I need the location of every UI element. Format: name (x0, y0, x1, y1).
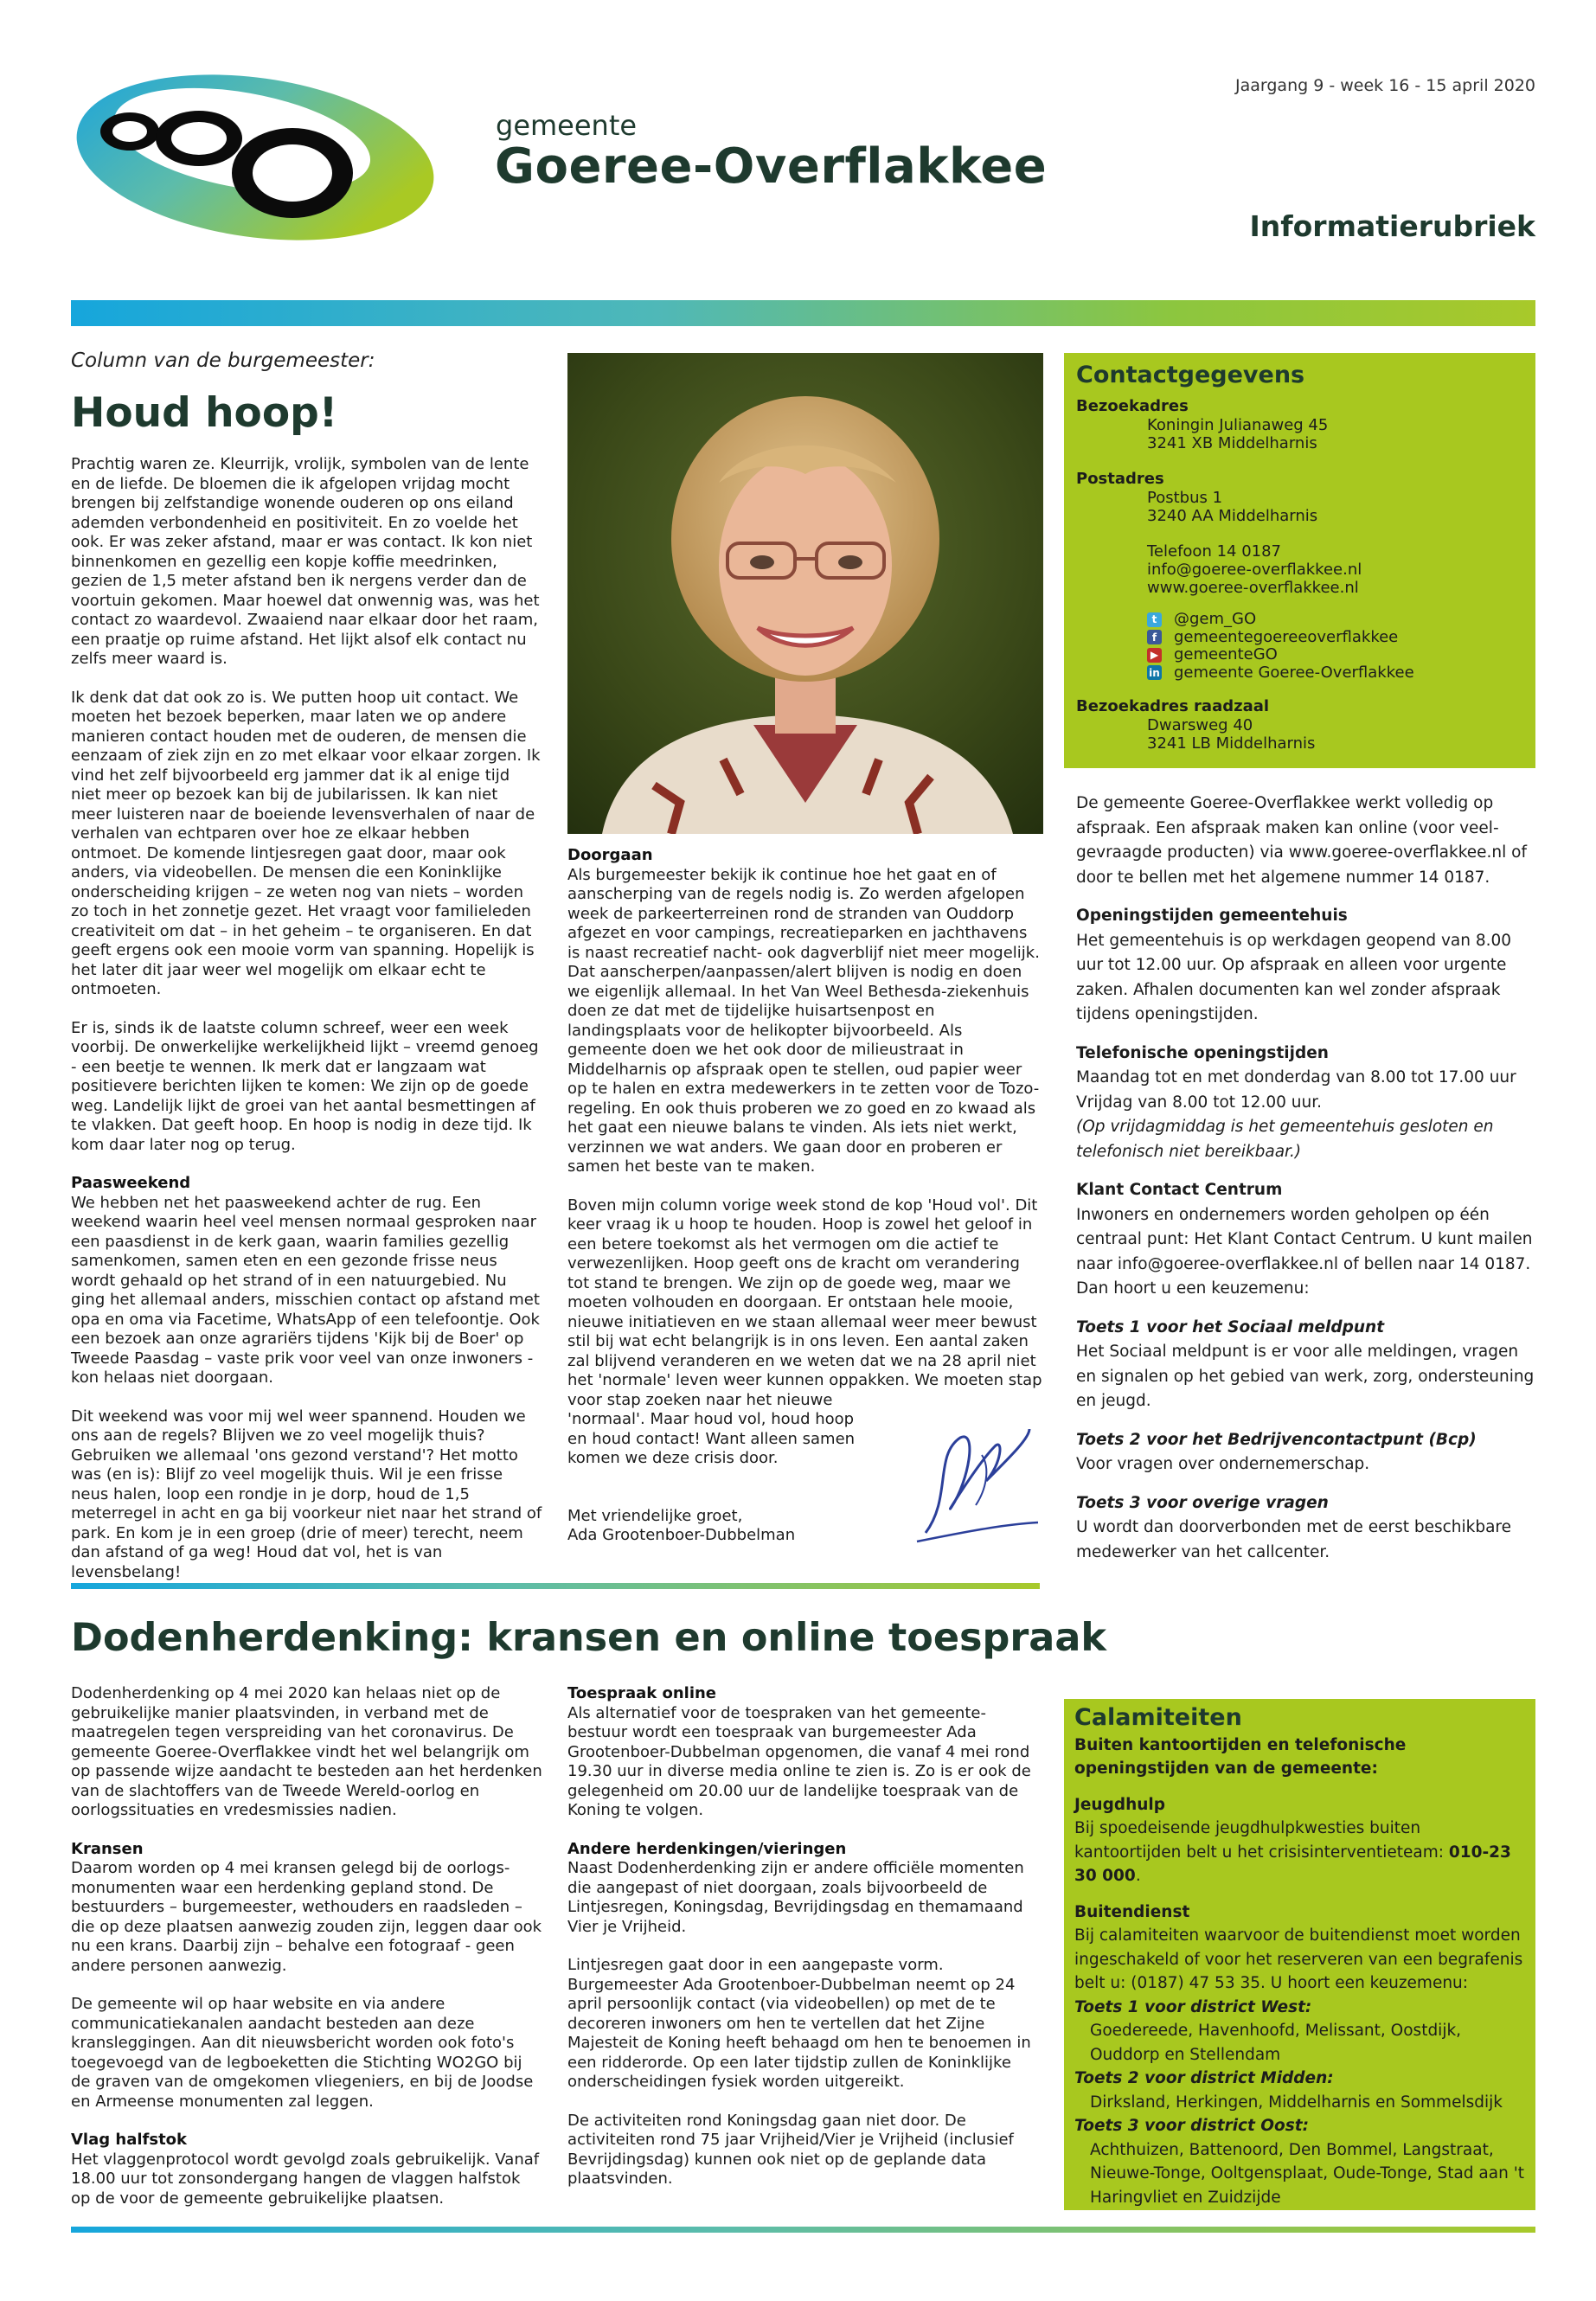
section-title: Informatierubriek (1249, 209, 1535, 243)
option-3-heading: Toets 3 voor overige vragen (1076, 1493, 1329, 1512)
twitter-icon: t (1147, 612, 1162, 627)
twitter-link[interactable] (1076, 611, 1523, 629)
district-oost-places: Achthuizen, Battenoord, Den Bommel, Langstraat, Nieuwe-Tonge, Ooltgensplaat, Oude-Tonge, Stad aan 't Haringvliet en Zuidzijde (1090, 2140, 1525, 2207)
org-small: gemeente (496, 109, 638, 142)
facebook-icon: f (1147, 630, 1162, 644)
council-address-line: Dwarsweg 40 (1147, 716, 1253, 734)
column-paragraph: voor stap zoeken naar het nieuwe 'normaal'. Maar houd vol, houd hoop en houd contact! Want alleen samen komen we deze crisis door. (567, 1390, 856, 1467)
youth-care-text: Bij spoedeisende jeugdhulpkwesties buiten kantoortijden belt u het crisisinterventieteam: 010-23 30 000. (1074, 1819, 1511, 1885)
emergency-subtitle: Buiten kantoortijden en telefonische openingstijden van de gemeente: (1074, 1735, 1407, 1778)
org-name: Goeree-Overflakkee (495, 138, 1048, 195)
website-link[interactable]: www.goeree-overflakkee.nl (1147, 579, 1359, 597)
option-1-heading: Toets 1 voor het Sociaal meldpunt (1076, 1317, 1385, 1336)
subheading-online: Toespraak online (567, 1684, 717, 1702)
info-text (1076, 792, 1535, 1565)
article-right-text (567, 1684, 1043, 2189)
article-paragraph: Dodenherdenking op 4 mei 2020 kan helaas niet op de gebruikelijke manier plaatsvinden, in verband met de maatregelen tegen verspreiding van het coronavirus. De gemeente Goeree-Overflakkee vindt het wel belangrijk om op passende wijze aandacht te besteden aan het herdenken van de slachtoffers van de Tweede Wereld-oorlog en oorlogssituaties en vredesmissies nadien. (71, 1684, 542, 1819)
phone: Telefoon 14 0187 (1147, 542, 1282, 561)
column-paragraph: Dit weekend was voor mij wel weer spannend. Houden we ons aan de regels? Blijven we zo veel mogelijk thuis? Gebruiken we allemaal 'ons gezond verstand'? Het motto was (en is): Blijf zo veel mogelijk thuis. Wil je een frisse neus halen, loop een rondje in je dorp, houd de 1,5 meterregel in acht en ga bij voorkeur niet naar het strand of park. En kom je in een groep (drie of meer) terecht, neem dan afstand of ga weg! Houd dat vol, het is van levensbelang! (71, 1407, 542, 1581)
option-3-text: U wordt dan doorverbonden met de eerst beschikbare medewerker van het callcenter. (1076, 1518, 1512, 1561)
article-paragraph: Lintjesregen gaat door in een aangepaste vorm. Burgemeester Ada Grootenboer-Dubbelman neemt op 24 april persoonlijk contact (via videobellen) op met de te decoreren inwoners om hen te vertellen dat het Zijne Majesteit de Koning heeft behaagd om hen te benoemen in een ridderorde. Op een later tijdstip zullen de Koninklijke onderscheidingen fysiek worden uitgereikt. (567, 1956, 1031, 2091)
phone-hours-text: Maandag tot en met donderdag van 8.00 tot 17.00 uur Vrijdag van 8.00 tot 12.00 uur. (1076, 1068, 1516, 1112)
emergency-box (1064, 1699, 1535, 2210)
postal-address-line: 3240 AA Middelharnis (1147, 507, 1318, 525)
postal-address-label: Postadres (1076, 470, 1164, 488)
column-left-text (71, 455, 542, 1582)
option-2-text: Voor vragen over ondernemerschap. (1076, 1455, 1370, 1473)
district-west-places: Goedereede, Havenhoofd, Melissant, Oostdijk, Ouddorp en Stellendam (1090, 2022, 1462, 2064)
youth-care-number[interactable]: 010-23 30 000 (1074, 1843, 1511, 1885)
municipality-logo (69, 71, 450, 253)
signature-icon (900, 1403, 1047, 1554)
article-title: Dodenherdenking: kransen en online toespraak (71, 1616, 1106, 1660)
subheading-kransen: Kransen (71, 1839, 144, 1858)
column-paragraph: Als burgemeester bekijk ik continue hoe het gaat en of aanscherping van de regels nodig is. Zo werden afgelopen week de parkeerterreinen rond de stranden van Ouddorp afgezet en voor campings, recreatieparken en jachthavens is naast recreatief nacht- ook dagverblijf niet meer mogelijk. Dat aanscherpen/aanpassen/alert blijven is nodig en doen we eigenlijk allemaal. In het Van Weel Bethesda-ziekenhuis doen ze dat met de tijdelijke huisartsenpost en landingsplaats voor de helikopter bijvoorbeeld. Als gemeente doen we het ook door de milieustraat in Middelharnis op afspraak open te stellen, oud papier weer op te halen en extra medewerkers in te zetten voor de Tozo-regeling. En ook thuis proberen we zo goed en zo kwaad als het gaat een nieuwe balans te vinden. Als iets niet werkt, verzinnen we wat anders. We gaan door en proberen er samen het beste van te maken. (567, 865, 1040, 1176)
column-paragraph: Ik denk dat dat ook zo is. We putten hoop uit contact. We moeten het bezoek beperken, maar laten we op andere manieren contact houden met de ouderen, de mensen die eenzaam of ziek zijn en zo met elkaar voor elkaar zorgen. Ik vind het zelf bijvoorbeeld erg jammer dat ik al enige tijd niet meer op bezoek kan bij de jubilarissen. Ik kan niet meer luisteren naar de boeiende levensverhalen of naar de verhalen van echtparen over hoe ze elkaar hebben ontmoet. De komende lintjesregen gaat door, maar ook anders, via videobellen. De mensen die een Koninklijke onderscheiding krijgen – ze weten nog van niets – worden zo toch in het zonnetje gezet. Het vraagt voor familieleden creativiteit om dat – in het geheim – te organiseren. En dat geeft ergens ook een mooie vorm van spanning. Hopelijk is het later dit jaar weer wel mogelijk om elkaar echt te ontmoeten. (71, 688, 541, 998)
youth-care-heading: Jeugdhulp (1074, 1795, 1166, 1814)
kcc-text: Inwoners en ondernemers worden geholpen op één centraal punt: Het Klant Contact Centrum. U kunt mailen naar info@goeree-overflakkee.nl of bellen naar 14 0187. Dan hoort u een keuzemenu: (1076, 1205, 1533, 1298)
postal-address-line: Postbus 1 (1147, 489, 1223, 507)
column-title: Houd hoop! (71, 389, 338, 437)
closing-greeting: Met vriendelijke groet, (567, 1506, 743, 1525)
option-2-heading: Toets 2 voor het Bedrijvencontactpunt (Bcp) (1076, 1430, 1477, 1449)
article-paragraph: Naast Dodenherdenking zijn er andere officiële momenten die aangepast of niet doorgaan, zoals bijvoorbeeld de Lintjesregen, Koningsdag, Bevrijdingsdag en themamaand Vier je Vrijheid. (567, 1859, 1024, 1936)
subheading-paasweekend: Paasweekend (71, 1174, 191, 1192)
subheading-andere: Andere herdenkingen/vieringen (567, 1839, 847, 1858)
linkedin-handle: gemeente Goeree-Overflakkee (1174, 663, 1414, 682)
section-divider (71, 1583, 1040, 1589)
council-address-line: 3241 LB Middelharnis (1147, 734, 1316, 753)
column-paragraph: Boven mijn column vorige week stond de kop 'Houd vol'. Dit keer vraag ik u hoop te houden. Hoop is zowel het geloof in een betere toekomst als het vermogen om die actief te verwezenlijken. Hoop geeft ons de kracht om verandering tot stand te brengen. We zijn op de goede weg, maar we moeten volhouden en doorgaan. Er ontstaan hele mooie, nieuwe initiatieven en we staan allemaal weer meer bewust stil bij wat echt belangrijk is in ons leven. Een aantal zaken zal blijvend veranderen en we weten dat we na 28 april niet het 'normale' leven weer kunnen oppakken. We moeten stap (567, 1195, 1042, 1389)
phone-hours-heading: Telefonische openingstijden (1076, 1043, 1329, 1062)
opening-hours-heading: Openingstijden gemeentehuis (1076, 907, 1348, 925)
column-paragraph: Er is, sinds ik de laatste column schreef, weer een week voorbij. De onwerkelijke werkelijkheid lijkt – vreemd genoeg - een beetje te wennen. Ik merk dat er langzaam wat positievere berichten lijken te komen: We zijn op de goede weg. Landelijk lijkt de groei van het aantal besmettingen af te vlakken. Dat geeft hoop. En hoop is nodig in deze tijd. Ik kom daar later nog op terug. (71, 1018, 539, 1154)
kcc-heading: Klant Contact Centrum (1076, 1181, 1283, 1199)
footer-divider (71, 2227, 1535, 2233)
linkedin-icon: in (1147, 665, 1162, 680)
youtube-link[interactable] (1076, 646, 1523, 664)
article-paragraph: Als alternatief voor de toespraken van het gemeente-bestuur wordt een toespraak van burgemeester Ada Grootenboer-Dubbelman opgenomen, die vanaf 4 mei rond 19.30 uur in diverse media online te zien is. Zo is er ook de gelegenheid om 20.00 uur de landelijke toespraak van de Koning te volgen. (567, 1703, 1031, 1819)
youtube-handle: gemeenteGO (1174, 645, 1278, 663)
column-kicker: Column van de burgemeester: (71, 349, 375, 372)
closing-signer: Ada Grootenboer-Dubbelman (567, 1526, 796, 1544)
option-1-text: Het Sociaal meldpunt is er voor alle meldingen, vragen en signalen op het gebied van werk, zorg, ondersteuning en jeugd. (1076, 1343, 1535, 1410)
article-paragraph: De gemeente wil op haar website en via andere communicatiekanalen aandacht besteden aan deze kransleggingen. Aan dit nieuwsbericht worden ook foto's toegevoegd van de legboeketten die Stichting WO2GO bij de graven van de omgekomen vliegeniers, en bij de Joodse en Armeense monumenten zal leggen. (71, 1995, 534, 2111)
subheading-vlag: Vlag halfstok (71, 2131, 188, 2149)
outdoor-service-text: Bij calamiteiten waarvoor de buitendienst moet worden ingeschakeld of voor het reserveren van een begrafenis belt u: (0187) 47 53 35. U hoort een keuzemenu: (1074, 1926, 1523, 1992)
visit-address-line: Koningin Julianaweg 45 (1147, 416, 1329, 434)
email-link[interactable]: info@goeree-overflakkee.nl (1147, 561, 1362, 579)
article-paragraph: De activiteiten rond Koningsdag gaan niet door. De activiteiten rond 75 jaar Vrijheid/Vier je Vrijheid (inclusief Bevrijdingsdag) kunnen ook niet op de geplande data plaatsvinden. (567, 2111, 1014, 2188)
column-paragraph: We hebben net het paasweekend achter de rug. Een weekend waarin heel veel mensen normaal gesproken naar een paasdienst in de kerk gaan, waarin families gezellig samenkomen, samen eten en een gezonde frisse neus wordt gehaald op het strand of in een natuurgebied. Nu ging het allemaal anders, misschien contact op afstand met opa en oma via Facetime, WhatsApp of een telefoontje. Ook een bezoek aan onze agrariërs tijdens 'Kijk bij de Boer' op Tweede Paasdag – vaste prik voor veel van onze inwoners - kon helaas niet doorgaan. (71, 1193, 540, 1387)
council-address-label: Bezoekadres raadzaal (1076, 697, 1270, 715)
twitter-handle: @gem_GO (1174, 610, 1257, 628)
youth-care-description: Bij spoedeisende jeugdhulpkwesties buiten kantoortijden belt u het crisisinterventieteam: (1074, 1819, 1444, 1862)
visit-address-label: Bezoekadres (1076, 397, 1189, 415)
phone-hours-note: (Op vrijdagmiddag is het gemeentehuis gesloten en telefonisch niet bereikbaar.) (1076, 1118, 1494, 1161)
district-west-heading: Toets 1 voor district West: (1074, 1997, 1312, 2016)
header-divider (71, 300, 1535, 326)
contact-title: Contactgegevens (1076, 362, 1305, 388)
district-oost-heading: Toets 3 voor district Oost: (1074, 2117, 1309, 2135)
linkedin-link[interactable] (1076, 664, 1523, 683)
article-paragraph: Daarom worden op 4 mei kransen gelegd bij de oorlogs-monumenten waar een herdenking gepland stond. De bestuurders – burgemeester, wethouders en raadsleden – die op deze plaatsen aanwezig zouden zijn, leggen daar ook nu een krans. Daarbij zijn – behalve een fotograaf - geen andere personen aanwezig. (71, 1859, 542, 1975)
info-intro: De gemeente Goeree-Overflakkee werkt volledig op afspraak. Een afspraak maken kan online (voor veel-gevraagde producten) via www.goeree-overflakkee.nl of door te bellen met het algemene nummer 14 0187. (1076, 794, 1527, 887)
article-paragraph: Het vlaggenprotocol wordt gevolgd zoals gebruikelijk. Vanaf 18.00 uur tot zonsondergang hangen de vlaggen halfstok op de voor de gemeente gebruikelijke plaatsen. (71, 2150, 540, 2208)
column-paragraph: Prachtig waren ze. Kleurrijk, vrolijk, symbolen van de lente en de liefde. De bloemen die ik afgelopen vrijdag mocht brengen bij zelfstandige wonende ouderen op ons eiland ademden verbondenheid en positiviteit. En zo voelde het ook. Er was zeker afstand, maar er was contact. Ik kon niet binnenkomen en gezellig een kopje koffie meedrinken, gezien de 1,5 meter afstand ben ik nergens verder dan de voortuin gekomen. Maar hoewel dat onwennig was, was het contact zo waardevol. Zwaaiend naar elkaar door het raam, een praatje op ruime afstand. Het lijkt alsof elk contact nu zelfs meer waard is. (71, 455, 540, 668)
facebook-handle: gemeentegoereeoverflakkee (1174, 627, 1399, 646)
subheading-doorgaan: Doorgaan (567, 846, 653, 864)
issue-line: Jaargang 9 - week 16 - 15 april 2020 (1235, 76, 1535, 95)
facebook-link[interactable] (1076, 629, 1523, 647)
emergency-title: Calamiteiten (1074, 1704, 1242, 1731)
mayor-portrait (567, 353, 1043, 834)
outdoor-service-heading: Buitendienst (1074, 1902, 1190, 1921)
visit-address-line: 3241 XB Middelharnis (1147, 434, 1317, 452)
district-midden-heading: Toets 2 voor district Midden: (1074, 2069, 1334, 2087)
contact-box (1064, 353, 1535, 768)
opening-hours-text: Het gemeentehuis is op werkdagen geopend van 8.00 uur tot 12.00 uur. Op afspraak en alleen voor urgente zaken. Afhalen documenten kan wel zonder afspraak tijdens openingstijden. (1076, 931, 1512, 1023)
district-midden-places: Dirksland, Herkingen, Middelharnis en Sommelsdijk (1090, 2093, 1503, 2112)
youtube-icon: ▶ (1147, 648, 1162, 663)
article-left-text (71, 1684, 542, 2208)
